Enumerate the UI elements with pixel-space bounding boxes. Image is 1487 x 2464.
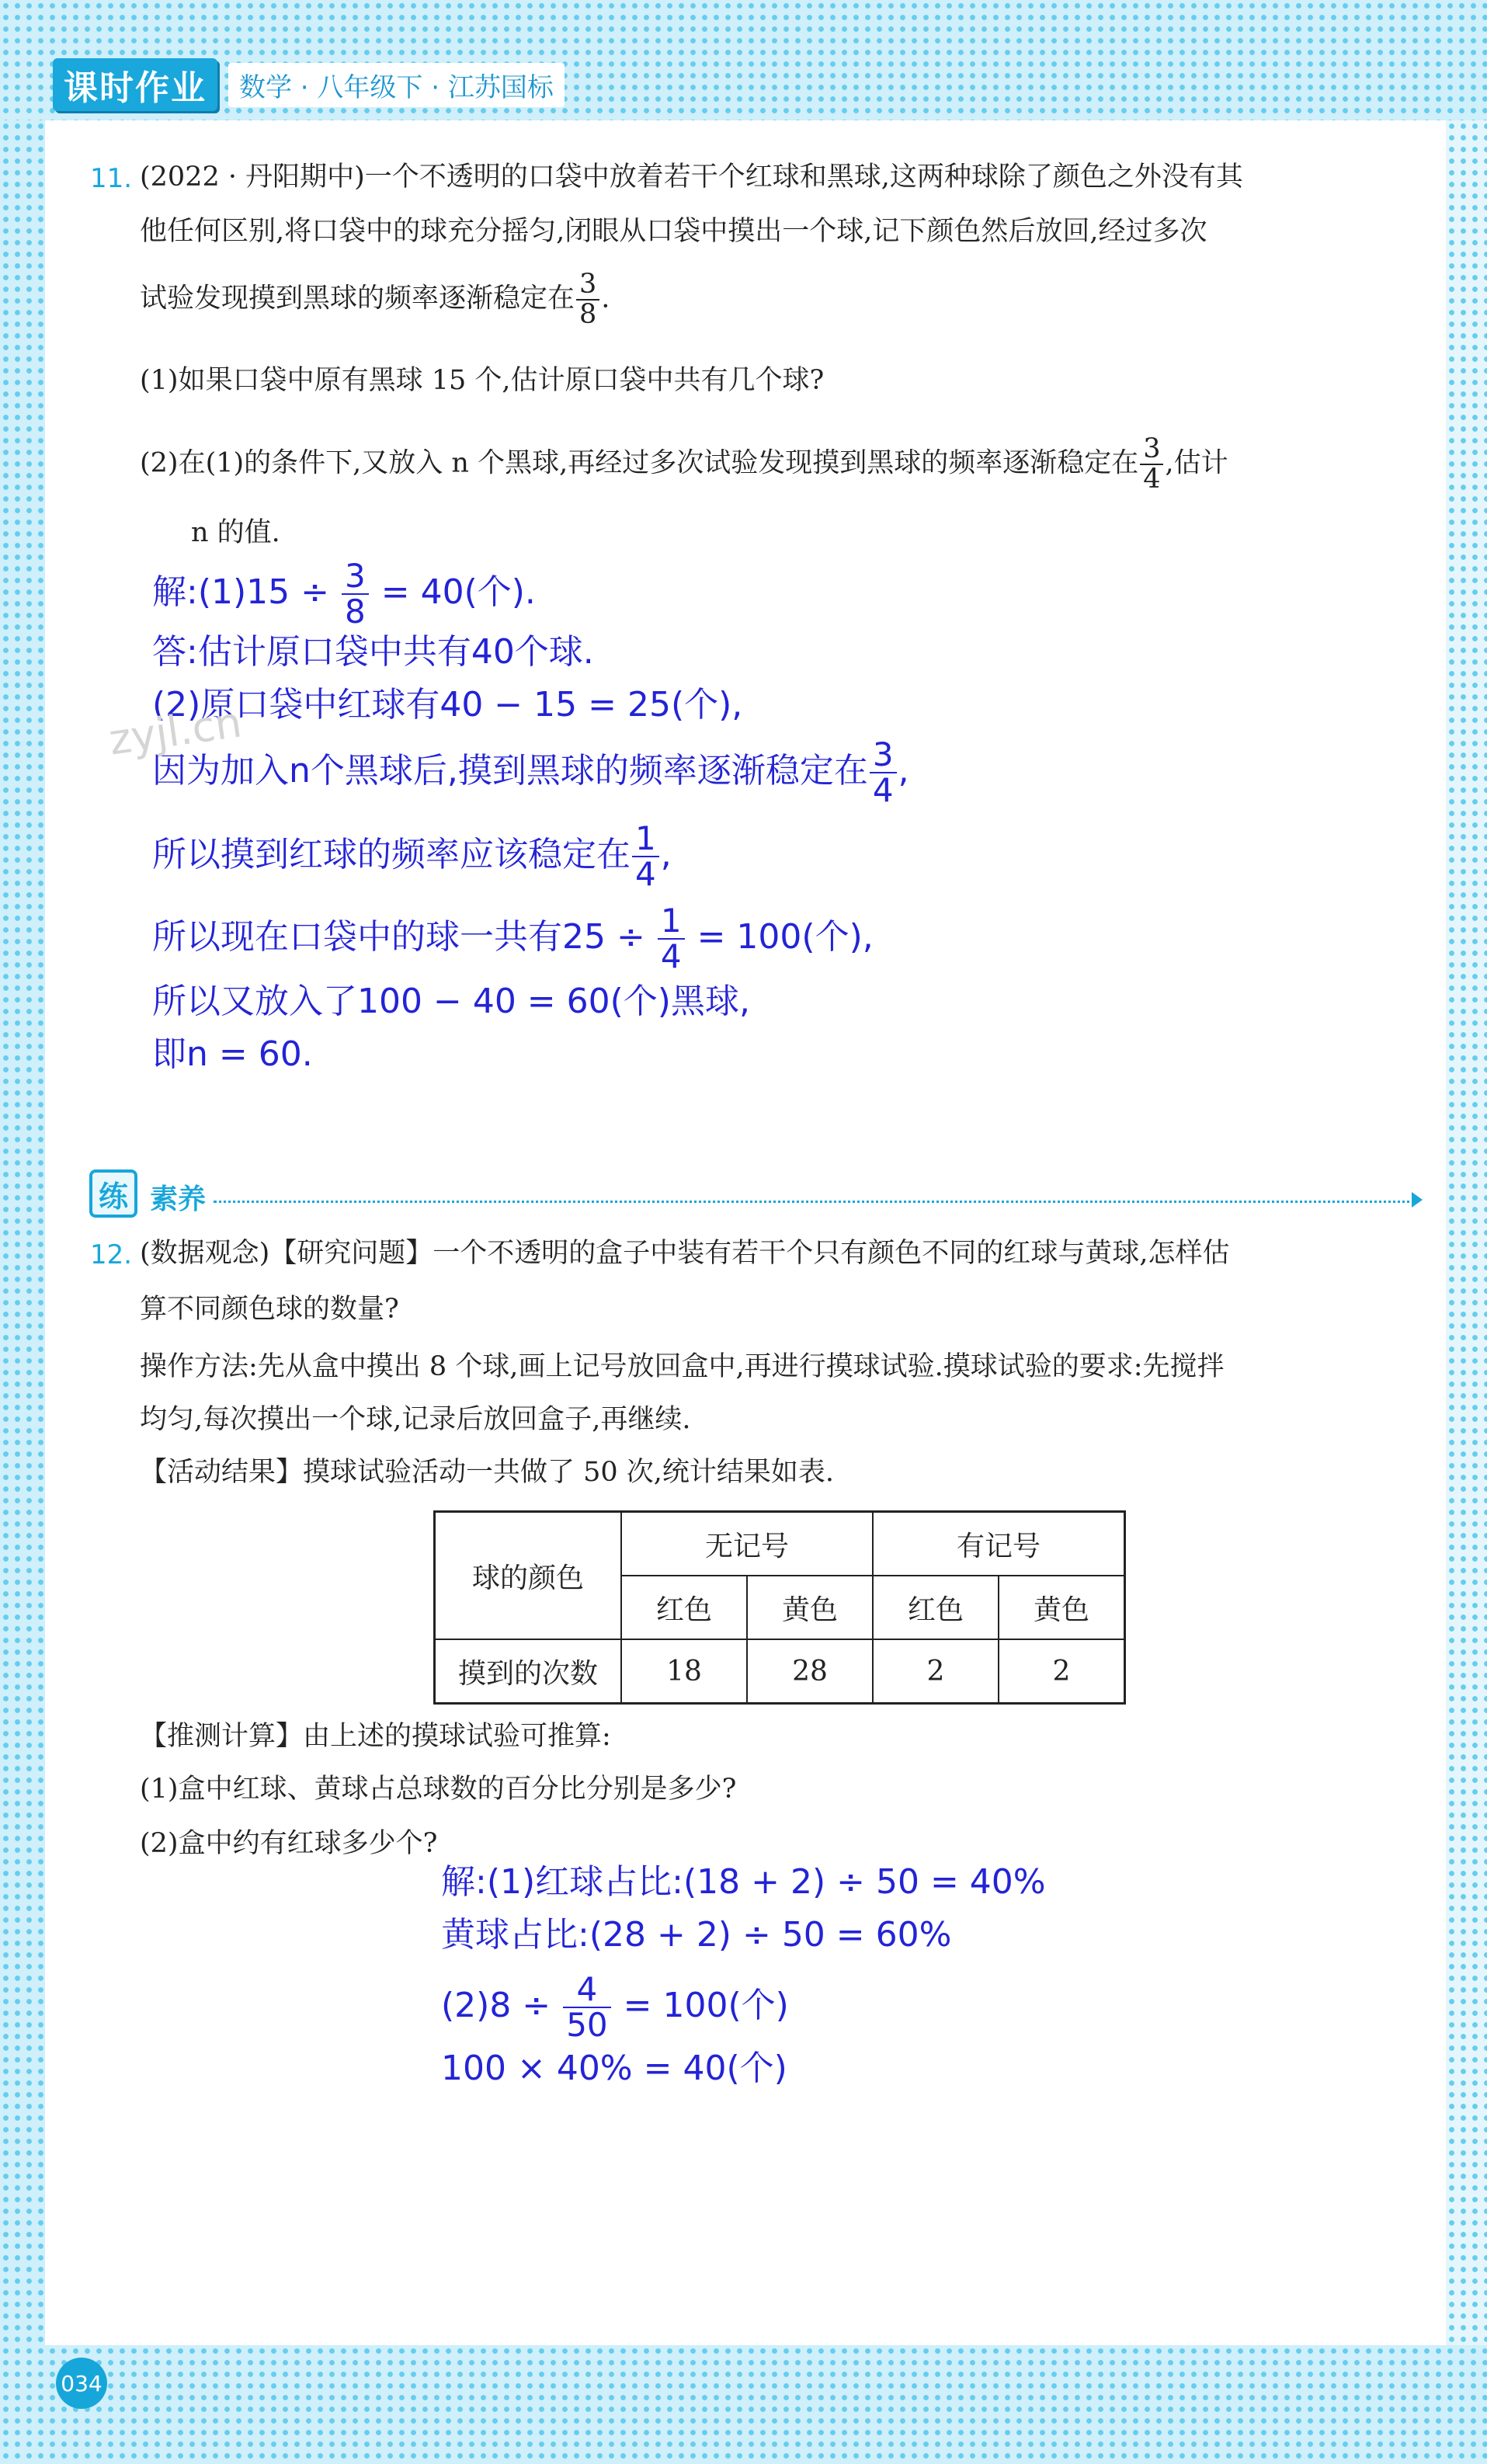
question-12-number: 12.: [90, 1239, 133, 1270]
fraction-denominator: 4: [1143, 463, 1161, 495]
question-11-line-3: [140, 270, 610, 329]
answer-text: = 40(个).: [380, 572, 536, 613]
question-12-line-6: 【推测计算】由上述的摸球试验可推算:: [140, 1721, 611, 1752]
question-12-line-4: 均匀,每次摸出一个球,记录后放回盒子,再继续.: [140, 1404, 691, 1435]
table-cell: 28: [747, 1639, 873, 1704]
book-logo: 课时作业: [53, 58, 217, 111]
fraction-denominator: 8: [345, 593, 366, 631]
fraction-denominator: 50: [566, 2006, 608, 2045]
answer-text: 因为加入n个黑球后,摸到黑球的频率逐渐稳定在: [152, 751, 868, 791]
question-12-line-5: 【活动结果】摸球试验活动一共做了 50 次,统计结果如表.: [140, 1457, 835, 1488]
table-sub-header: 黄色: [747, 1576, 873, 1639]
question-11-line-3-end: .: [601, 283, 610, 315]
table-row: [435, 1512, 1125, 1576]
fraction-3-4: [1140, 435, 1163, 494]
question-11-part-2: [140, 435, 1228, 494]
question-12-line-3: 操作方法:先从盒中摸出 8 个球,画上记号放回盒中,再进行摸球试验.摸球试验的要求:先搅拌: [140, 1351, 1225, 1382]
fraction-numerator: 3: [870, 738, 897, 773]
question-11-part-2-text: (2)在(1)的条件下,又放入 n 个黑球,再经过多次试验发现摸到黑球的频率逐渐稳定在: [140, 447, 1139, 479]
question-11-part-2-line-2: n 的值.: [191, 517, 280, 548]
section-title: 素养: [150, 1183, 207, 1215]
fraction: [342, 559, 369, 629]
fraction: [563, 1970, 610, 2045]
fraction-3-8: [576, 270, 599, 329]
question-12-part-2: (2)盒中约有红球多少个?: [140, 1828, 438, 1859]
answer-text: 解:(1)15 ÷: [152, 572, 329, 613]
table-sub-header: 红色: [873, 1576, 999, 1639]
section-header: [89, 1165, 1425, 1219]
answer-12-line-3: [441, 1970, 789, 2045]
question-11-part-1: (1)如果口袋中原有黑球 15 个,估计原口袋中共有几个球?: [140, 365, 825, 396]
answer-11-line-4: [152, 735, 909, 810]
fraction: [658, 904, 685, 974]
question-11-line-1: (2022 · 丹阳期中)一个不透明的口袋中放着若干个红球和黑球,这两种球除了颜色之外没有其: [140, 162, 1243, 193]
answer-11-line-3: (2)原口袋中红球有40 − 15 = 25(个),: [152, 685, 743, 725]
answer-11-line-5: [152, 819, 672, 894]
table-sub-header: 黄色: [999, 1576, 1125, 1639]
page-border-bottom: [0, 2345, 1487, 2464]
answer-11-line-2: 答:估计原口袋中共有40个球.: [152, 632, 594, 672]
table-row: [435, 1639, 1125, 1704]
fraction-denominator: 4: [635, 855, 656, 894]
answer-12-line-4: 100 × 40% = 40(个): [441, 2049, 787, 2088]
table-corner-header: 球的颜色: [435, 1512, 622, 1640]
question-12-line-1: (数据观念)【研究问题】一个不透明的盒子中装有若干个只有颜色不同的红球与黄球,怎样估: [140, 1238, 1230, 1269]
table-cell: 2: [999, 1639, 1125, 1704]
fraction-denominator: 8: [579, 298, 597, 330]
fraction-numerator: 3: [576, 270, 599, 301]
answer-text: = 100(个),: [697, 917, 874, 957]
question-11-line-2: 他任何区别,将口袋中的球充分摇匀,闭眼从口袋中摸出一个球,记下颜色然后放回,经过多次: [140, 216, 1207, 247]
fraction-denominator: 4: [872, 771, 894, 810]
fraction-numerator: 1: [632, 822, 659, 857]
answer-text: 所以摸到红球的频率应该稳定在: [152, 835, 631, 875]
table-group-header: 有记号: [873, 1512, 1125, 1576]
fraction-denominator: 4: [660, 937, 682, 976]
answer-12-line-2: 黄球占比:(28 + 2) ÷ 50 = 60%: [441, 1915, 952, 1955]
question-12-line-2: 算不同颜色球的数量?: [140, 1294, 399, 1325]
question-12-part-1: (1)盒中红球、黄球占总球数的百分比分别是多少?: [140, 1774, 737, 1805]
answer-text: 所以现在口袋中的球一共有25 ÷: [152, 917, 645, 957]
table-group-header: 无记号: [621, 1512, 873, 1576]
question-11-part-2-end: ,估计: [1165, 447, 1228, 479]
answer-11-line-8: 即n = 60.: [152, 1034, 313, 1074]
fraction: [870, 735, 897, 810]
section-badge: 练: [89, 1169, 137, 1218]
table-cell: 2: [873, 1639, 999, 1704]
answer-11-line-7: 所以又放入了100 − 40 = 60(个)黑球,: [152, 982, 750, 1021]
answer-11-line-1: [152, 559, 536, 629]
book-subtitle: 数学 · 八年级下 · 江苏国标: [228, 63, 565, 107]
result-table: [433, 1510, 1126, 1705]
question-11-number: 11.: [90, 163, 133, 194]
answer-text: ,: [898, 751, 909, 791]
fraction-numerator: 1: [658, 904, 685, 940]
watermark: zyjl.cn: [106, 697, 245, 765]
answer-text: = 100(个): [623, 1986, 789, 2026]
question-11-line-3-text: 试验发现摸到黑球的频率逐渐稳定在: [140, 283, 575, 315]
table-sub-header: 红色: [621, 1576, 747, 1639]
fraction-numerator: 3: [1140, 435, 1163, 465]
section-divider: [214, 1201, 1416, 1203]
fraction-numerator: 4: [563, 1972, 610, 2008]
page-number: 034: [56, 2358, 107, 2409]
fraction-numerator: 3: [342, 559, 369, 595]
answer-text: ,: [660, 835, 672, 875]
answer-12-line-1: 解:(1)红球占比:(18 + 2) ÷ 50 = 40%: [441, 1862, 1046, 1902]
fraction: [632, 819, 659, 894]
answer-text: (2)8 ÷: [441, 1986, 551, 2026]
answer-11-line-6: [152, 904, 874, 974]
table-cell: 18: [621, 1639, 747, 1704]
table-row-label: 摸到的次数: [435, 1639, 622, 1704]
arrow-right-icon: [1412, 1192, 1423, 1208]
